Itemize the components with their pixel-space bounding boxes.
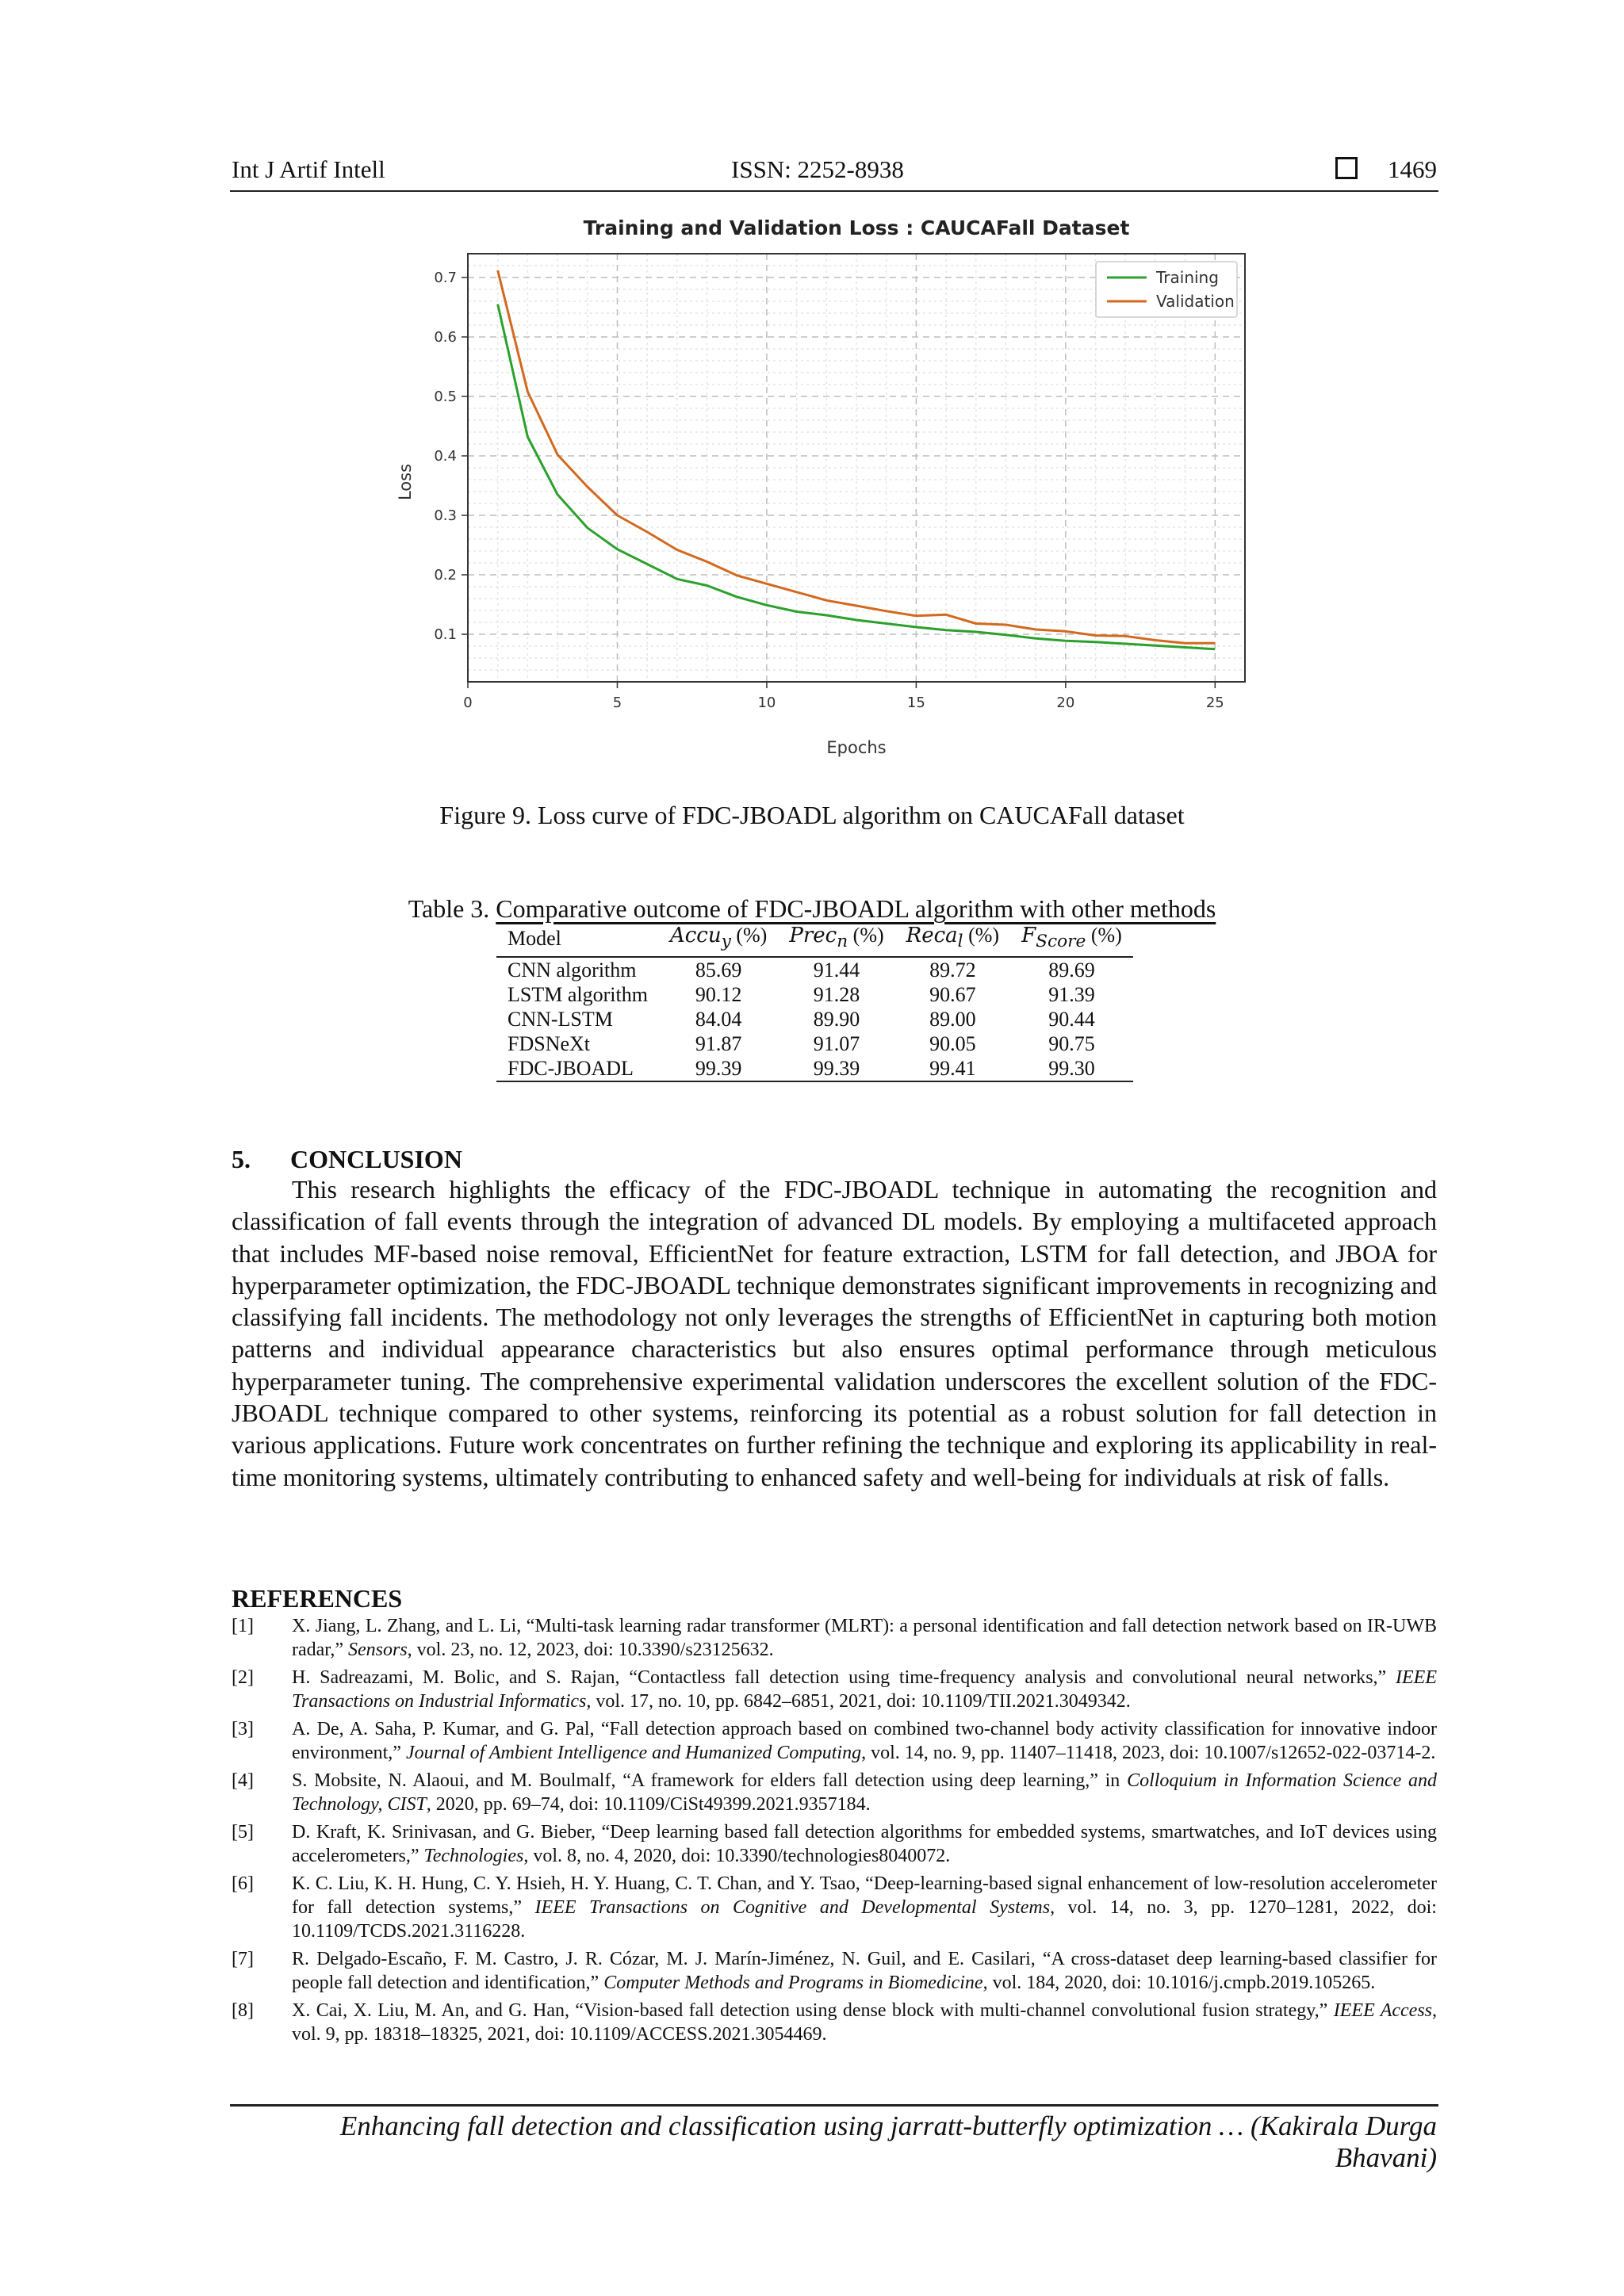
table-caption-prefix: Table 3.	[408, 894, 496, 923]
x-tick-label: 5	[612, 695, 622, 711]
table-row: FDSNeXt 91.87 91.07 90.05 90.75	[508, 1032, 1095, 1056]
conclusion-body	[232, 1173, 1437, 1493]
chart-legend	[1096, 262, 1237, 317]
x-tick-label: 20	[1056, 695, 1075, 711]
table-caption-text: Comparative outcome of FDC-JBOADL algorithm with other methods	[496, 894, 1216, 923]
table-caption	[0, 894, 1624, 924]
section-heading-conclusion	[232, 1145, 462, 1174]
reference-item: [5] D. Kraft, K. Srinivasan, and G. Bieber, “Deep learning based fall detection algorithms for embedded systems, smartwatches, and IoT devices using accelerometers,” Technologies, vol. 8, no. 4, 2020, doi: 10.3390/technologies8040072.	[232, 1822, 1437, 1866]
references-heading: REFERENCES	[232, 1584, 403, 1613]
header-rule	[230, 190, 1438, 192]
square-bullet-icon	[1335, 157, 1358, 179]
footer-rule	[230, 2104, 1438, 2107]
page-footer: Enhancing fall detection and classification using jarratt-butterfly optimization … (Kakirala Durga Bhavani)	[339, 2110, 1437, 2173]
y-tick-label: 0.5	[434, 388, 457, 405]
page-number: 1469	[1388, 155, 1437, 183]
table-header-row	[496, 923, 1133, 957]
journal-name: Int J Artif Intell	[232, 155, 385, 183]
page-header	[232, 155, 1437, 187]
y-tick-label: 0.3	[434, 507, 457, 524]
comparison-table	[496, 923, 1133, 1082]
x-axis-label: Epochs	[826, 738, 887, 757]
conclusion-paragraph: This research highlights the efficacy of the FDC-JBOADL technique in automating the recognition and classification of fall events through the integration of advanced DL models. By employing a multifaceted approach that includes MF-based noise removal, EfficientNet for feature extraction, LSTM for fall detection, and JBOA for hyperparameter optimization, the FDC-JBOADL technique demonstrates significant improvements in recognizing and classifying fall incidents. The methodology not only leverages the strengths of EfficientNet in capturing both motion patterns and individual appearance characteristics but also ensures optimal performance through meticulous hyperparameter tuning. The comprehensive experimental validation underscores the excellent solution of the FDC-JBOADL technique compared to other systems, reinforcing its potential as a robust solution for fall detection in various applications. Future work concentrates on further refining the technique and exploring its applicability in real-time monitoring systems, ultimately contributing to enhanced safety and well-being for individuals at risk of falls.	[232, 1175, 1437, 1491]
table-row: FDC-JBOADL 99.39 99.39 99.41 99.30	[496, 1056, 1133, 1081]
y-tick-label: 0.1	[434, 626, 457, 643]
section-number: 5.	[232, 1145, 251, 1173]
y-tick-label: 0.7	[434, 270, 457, 286]
y-tick-label: 0.4	[434, 448, 457, 465]
col-model: Model	[496, 923, 659, 957]
x-tick-label: 25	[1205, 695, 1224, 711]
col-recall: Reca$_l$ (%)	[895, 923, 1010, 957]
reference-item: [3] A. De, A. Saha, P. Kumar, and G. Pal, “Fall detection approach based on combined two-channel body activity classification for innovative indoor environment,” Journal of Ambient Intelligence and Humanized Computing, vol. 14, no. 9, pp. 11407–11418, 2023, doi: 10.1007/s12652-022-03714-2.	[232, 1719, 1437, 1763]
y-axis-label: Loss	[396, 463, 415, 501]
reference-item: [6] K. C. Liu, K. H. Hung, C. Y. Hsieh, H. Y. Huang, C. T. Chan, and Y. Tsao, “Deep-learning-based signal enhancement of low-resolution accelerometer for fall detection systems,” IEEE Transactions on Cognitive and Developmental Systems, vol. 14, no. 3, pp. 1270–1281, 2022, doi: 10.1109/TCDS.2021.3116228.	[232, 1873, 1437, 1942]
reference-item: [2] H. Sadreazami, M. Bolic, and S. Rajan, “Contactless fall detection using time-frequency analysis and convolutional neural networks,” IEEE Transactions on Industrial Informatics, vol. 17, no. 10, pp. 6842–6851, 2021, doi: 10.1109/TII.2021.3049342.	[232, 1667, 1437, 1712]
col-fscore: $F_{Score}$ (%)	[1010, 923, 1133, 957]
table-row: CNN-LSTM 84.04 89.90 89.00 90.44	[508, 1008, 1095, 1031]
reference-list	[232, 1614, 1437, 2050]
reference-item: [8] X. Cai, X. Liu, M. An, and G. Han, “Vision-based fall detection using dense block with multi-channel convolutional fusion strategy,” IEEE Access, vol. 9, pp. 18318–18325, 2021, doi: 10.1109/ACCESS.2021.3054469.	[232, 2000, 1438, 2045]
col-accuracy: Accu$_y$ (%)	[659, 923, 778, 957]
section-title: CONCLUSION	[290, 1145, 462, 1173]
loss-chart-figure	[373, 212, 1277, 767]
reference-item: [7] R. Delgado-Escaño, F. M. Castro, J. R. Cózar, M. J. Marín-Jiménez, N. Guil, and E. Casilari, “A cross-dataset deep learning-based classifier for people fall detection and identification,” Computer Methods and Programs in Biomedicine, vol. 184, 2020, doi: 10.1016/j.cmpb.2019.105265.	[232, 1949, 1437, 1993]
x-tick-label: 15	[906, 695, 925, 711]
y-tick-label: 0.6	[434, 329, 457, 346]
legend-label-validation: Validation	[1156, 292, 1235, 311]
table-row: LSTM algorithm 90.12 91.28 90.67 91.39	[508, 983, 1095, 1007]
table-row: CNN algorithm 85.69 91.44 89.72 89.69	[508, 959, 1095, 982]
x-tick-label: 0	[463, 695, 473, 711]
page-number-wrap	[1335, 155, 1437, 184]
reference-item: [1] X. Jiang, L. Zhang, and L. Li, “Multi-task learning radar transformer (MLRT): a personal identification and fall detection network based on IR-UWB radar,” Sensors, vol. 23, no. 12, 2023, doi: 10.3390/s23125632.	[232, 1616, 1437, 1660]
chart-title: Training and Validation Loss : CAUCAFall Dataset	[583, 216, 1130, 239]
reference-item: [4] S. Mobsite, N. Alaoui, and M. Boulmalf, “A framework for elders fall detection using deep learning,” in Colloquium in Information Science and Technology, CIST, 2020, pp. 69–74, doi: 10.1109/CiSt49399.2021.9357184.	[232, 1770, 1437, 1815]
x-tick-label: 10	[757, 695, 776, 711]
figure-caption: Figure 9. Loss curve of FDC-JBOADL algorithm on CAUCAFall dataset	[439, 801, 1185, 829]
y-tick-label: 0.2	[434, 567, 457, 584]
col-precision: Prec$_n$ (%)	[778, 923, 894, 957]
loss-chart	[373, 212, 1277, 767]
legend-label-training: Training	[1156, 268, 1219, 287]
issn: ISSN: 2252-8938	[731, 155, 904, 183]
